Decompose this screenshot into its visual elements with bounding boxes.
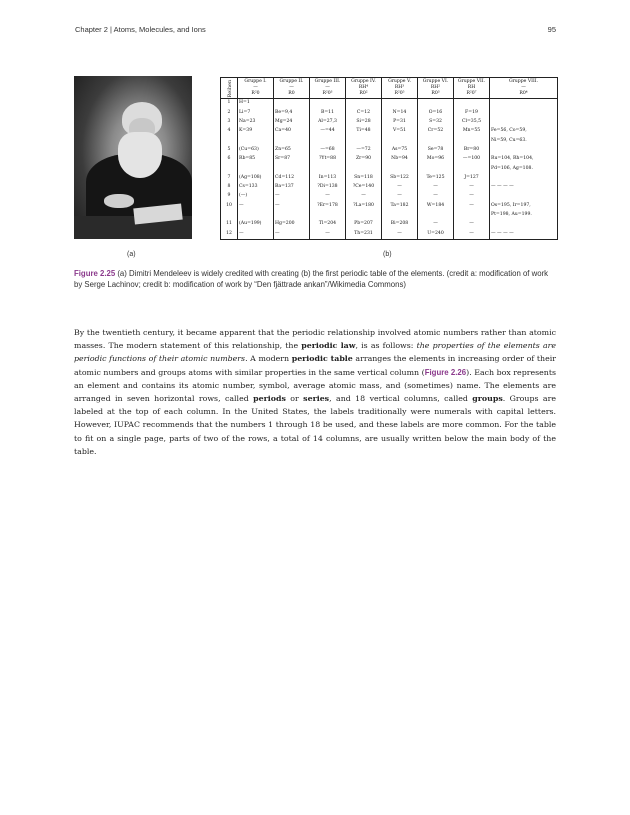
element-cell: Sn=118 — [346, 174, 382, 183]
element-cell: U=240 — [418, 229, 454, 239]
group-header-line: R0³ — [431, 91, 440, 96]
element-cell: J=127 — [454, 174, 490, 183]
element-cell: Os=195, Ir=197, — [490, 202, 558, 211]
group-header — [238, 78, 274, 99]
element-cell — [310, 136, 346, 145]
element-cell: As=75 — [382, 146, 418, 155]
element-cell: W=184 — [418, 202, 454, 211]
element-cell — [490, 108, 558, 117]
group-header-line: — — [325, 85, 330, 90]
sublabel-b: (b) — [383, 251, 392, 258]
element-cell: — — [454, 202, 490, 211]
element-cell: Pt=198, Au=199. — [490, 211, 558, 220]
element-cell: C=12 — [346, 108, 382, 117]
chapter-title: Chapter 2 | Atoms, Molecules, and Ions — [75, 25, 206, 34]
element-cell: —=44 — [310, 127, 346, 136]
body-text-run: . Groups are labeled at the top of each column. In the United States, the labels traditionally were numerals with capital letters. However, IUPAC recommends that the numbers 1 through 18 be used, and these labels are more common. For the table to fit on a single page, parts of two of the rows, a total of 14 columns, are usually written below the main body of the table. — [74, 394, 556, 456]
group-header-line: R0² — [359, 91, 368, 96]
element-cell: Nb=94 — [382, 155, 418, 164]
element-cell: —=72 — [346, 146, 382, 155]
element-cell: H=1 — [238, 99, 274, 109]
element-cell: Th=231 — [346, 229, 382, 239]
element-cell: N=14 — [382, 108, 418, 117]
group-header-line: R²0³ — [322, 91, 333, 96]
term-periodic-table: periodic table — [291, 354, 353, 364]
table-row — [221, 108, 558, 117]
figure-label: Figure 2.25 — [74, 269, 116, 278]
mendeleev-photo — [74, 76, 192, 239]
element-cell: — — [274, 192, 310, 201]
element-cell: ?La=180 — [346, 202, 382, 211]
element-cell — [490, 118, 558, 127]
element-cell: — — [454, 229, 490, 239]
element-cell — [346, 99, 382, 109]
sublabel-a: (a) — [127, 251, 136, 258]
element-cell — [382, 164, 418, 173]
body-text-run: ). Each box represents an element and contains its atomic number, symbol, average atomic mass, and (sometimes) name. The elements are arranged in seven horizontal rows, called — [74, 367, 557, 404]
table-row — [221, 164, 558, 173]
table-row — [221, 192, 558, 201]
element-cell: ?Ce=140 — [346, 183, 382, 192]
row-number: 6 — [221, 155, 238, 164]
element-cell — [418, 99, 454, 109]
row-number: 7 — [221, 174, 238, 183]
row-number: 1 — [221, 99, 238, 109]
element-cell: Sb=122 — [382, 174, 418, 183]
element-cell — [490, 220, 558, 229]
group-header — [454, 78, 490, 99]
group-header-line: Gruppe II. — [279, 79, 304, 84]
element-cell: Na=23 — [238, 118, 274, 127]
element-cell: S=32 — [418, 118, 454, 127]
group-header-line: R²0⁵ — [394, 91, 405, 96]
element-cell: — — [238, 229, 274, 239]
periodic-law-statement: the properties of the elements are periodic functions of their atomic numbers — [74, 341, 557, 364]
element-cell: — — [454, 183, 490, 192]
element-cell: Ru=104, Rh=104, — [490, 155, 558, 164]
element-cell: V=51 — [382, 127, 418, 136]
body-text-run: or — [285, 394, 304, 404]
element-cell: K=39 — [238, 127, 274, 136]
table-row — [221, 118, 558, 127]
row-number: 11 — [221, 220, 238, 229]
element-cell: Cl=35,5 — [454, 118, 490, 127]
group-header — [418, 78, 454, 99]
element-cell: Mg=24 — [274, 118, 310, 127]
element-cell: Si=28 — [346, 118, 382, 127]
element-cell: — — [454, 192, 490, 201]
element-cell — [238, 136, 274, 145]
element-cell: Te=125 — [418, 174, 454, 183]
element-cell: Mn=55 — [454, 127, 490, 136]
element-cell — [238, 211, 274, 220]
element-cell — [310, 164, 346, 173]
element-cell: Cd=112 — [274, 174, 310, 183]
row-number: 4 — [221, 127, 238, 136]
element-cell: — — [238, 202, 274, 211]
element-cell — [382, 211, 418, 220]
element-cell — [454, 99, 490, 109]
row-number: 2 — [221, 108, 238, 117]
group-header-line: — — [253, 85, 258, 90]
group-header-line: RH² — [430, 85, 441, 90]
element-cell: ?Di=138 — [310, 183, 346, 192]
element-cell: Al=27,3 — [310, 118, 346, 127]
element-cell: ?Er=178 — [310, 202, 346, 211]
table-row — [221, 202, 558, 211]
row-number: 12 — [221, 229, 238, 239]
group-header-line: R²0 — [251, 91, 260, 96]
group-header — [310, 78, 346, 99]
element-cell: Be=9,4 — [274, 108, 310, 117]
table-row — [221, 146, 558, 155]
element-cell: Ni=59, Cu=63. — [490, 136, 558, 145]
group-header-line: Gruppe VI. — [422, 79, 449, 84]
element-cell: Cr=52 — [418, 127, 454, 136]
group-header-line: RH — [467, 85, 476, 90]
element-cell: (Au=199) — [238, 220, 274, 229]
element-cell: —=68 — [310, 146, 346, 155]
row-number: 8 — [221, 183, 238, 192]
element-cell: Pb=207 — [346, 220, 382, 229]
element-cell — [418, 211, 454, 220]
group-header-line: — — [289, 85, 294, 90]
table-row — [221, 174, 558, 183]
element-cell — [454, 136, 490, 145]
element-cell: (—) — [238, 192, 274, 201]
element-cell — [274, 99, 310, 109]
figure-caption — [74, 269, 556, 291]
element-cell: ?Yt=88 — [310, 155, 346, 164]
row-number: 10 — [221, 202, 238, 211]
group-header — [274, 78, 310, 99]
element-cell: Sr=87 — [274, 155, 310, 164]
table-row — [221, 127, 558, 136]
table-row — [221, 155, 558, 164]
element-cell: — — [382, 229, 418, 239]
row-number: 5 — [221, 146, 238, 155]
element-cell — [418, 164, 454, 173]
element-cell: Rb=85 — [238, 155, 274, 164]
element-cell — [418, 136, 454, 145]
element-cell — [490, 146, 558, 155]
element-cell: — — [310, 192, 346, 201]
row-header — [221, 78, 238, 99]
group-header-line: R0 — [288, 91, 295, 96]
element-cell — [490, 174, 558, 183]
element-cell — [310, 99, 346, 109]
element-cell: — — [418, 183, 454, 192]
element-cell: Br=80 — [454, 146, 490, 155]
table-row — [221, 99, 558, 109]
group-header — [490, 78, 558, 99]
group-header-line: R0⁴ — [519, 91, 528, 96]
element-cell — [274, 164, 310, 173]
group-header-line: Gruppe III. — [314, 79, 341, 84]
element-cell — [382, 136, 418, 145]
group-header-line: RH⁴ — [358, 85, 369, 90]
row-number: 3 — [221, 118, 238, 127]
term-groups: groups — [472, 394, 503, 404]
body-text-run: arranges the elements in increasing order of their atomic numbers and groups atoms with similar properties in the same vertical column ( — [74, 354, 557, 377]
group-header — [382, 78, 418, 99]
element-cell: Li=7 — [238, 108, 274, 117]
element-cell: — — — — — [490, 183, 558, 192]
element-cell: —=100 — [454, 155, 490, 164]
term-periodic-law: periodic law — [301, 341, 356, 351]
row-number: 9 — [221, 192, 238, 201]
page-number: 95 — [547, 25, 556, 34]
row-number — [221, 164, 238, 173]
running-head — [75, 25, 556, 34]
group-header-line: Gruppe I. — [244, 79, 267, 84]
element-cell: F=19 — [454, 108, 490, 117]
element-cell: — — [346, 192, 382, 201]
term-series: series — [303, 394, 330, 404]
element-cell: In=113 — [310, 174, 346, 183]
element-cell: Pd=106, Ag=108. — [490, 164, 558, 173]
element-cell — [346, 136, 382, 145]
element-cell: Bi=208 — [382, 220, 418, 229]
element-cell — [382, 99, 418, 109]
element-cell: Zn=65 — [274, 146, 310, 155]
element-cell — [454, 164, 490, 173]
group-header-line: Gruppe IV. — [351, 79, 376, 84]
element-cell: — — [418, 220, 454, 229]
group-header-line: Gruppe V. — [388, 79, 411, 84]
element-cell: (Ag=108) — [238, 174, 274, 183]
element-cell — [274, 211, 310, 220]
element-cell: — — [274, 202, 310, 211]
element-cell: Ba=137 — [274, 183, 310, 192]
figure-link[interactable]: Figure 2.26 — [424, 367, 467, 377]
element-cell: Cs=133 — [238, 183, 274, 192]
group-header-line: R²0⁷ — [466, 91, 477, 96]
element-cell — [310, 211, 346, 220]
element-cell: Zr=90 — [346, 155, 382, 164]
row-number — [221, 136, 238, 145]
table-row — [221, 183, 558, 192]
body-paragraph — [74, 326, 556, 458]
table-row — [221, 220, 558, 229]
group-header-line: Gruppe VII. — [457, 79, 486, 84]
element-cell: Ca=40 — [274, 127, 310, 136]
table-row — [221, 229, 558, 239]
element-cell — [454, 211, 490, 220]
element-cell: P=31 — [382, 118, 418, 127]
mendeleev-periodic-table — [220, 77, 557, 240]
element-cell: (Cu=63) — [238, 146, 274, 155]
table-row — [221, 136, 558, 145]
element-cell: — — [382, 192, 418, 201]
body-text-run: , is as follows: — [355, 341, 417, 351]
group-header-line: Gruppe VIII. — [508, 79, 539, 84]
body-text-run: By the twentieth century, it became apparent that the periodic relationship involved atomic numbers rather than atomic masses. The modern statement of this relationship, the — [74, 328, 556, 351]
element-cell: B=11 — [310, 108, 346, 117]
element-cell: Hg=200 — [274, 220, 310, 229]
element-cell: Ta=182 — [382, 202, 418, 211]
element-cell: O=16 — [418, 108, 454, 117]
row-header-label: Reihen — [227, 79, 234, 98]
element-cell: Fe=56, Co=59, — [490, 127, 558, 136]
element-cell: Mo=96 — [418, 155, 454, 164]
element-cell: — — [382, 183, 418, 192]
element-cell: — — [418, 192, 454, 201]
element-cell — [238, 164, 274, 173]
periodic-table-grid — [220, 77, 558, 240]
row-number — [221, 211, 238, 220]
body-text-run: . A modern — [245, 354, 292, 364]
element-cell: — — — — — [490, 229, 558, 239]
element-cell — [490, 99, 558, 109]
element-cell: Tl=204 — [310, 220, 346, 229]
term-periods: periods — [253, 394, 286, 404]
element-cell — [490, 192, 558, 201]
table-row — [221, 211, 558, 220]
element-cell — [346, 211, 382, 220]
element-cell: — — [310, 229, 346, 239]
element-cell — [346, 164, 382, 173]
body-text-run: , and 18 vertical columns, called — [329, 394, 473, 404]
element-cell — [274, 136, 310, 145]
group-header-line: RH³ — [394, 85, 405, 90]
element-cell: Ti=48 — [346, 127, 382, 136]
element-cell: Se=78 — [418, 146, 454, 155]
group-header — [346, 78, 382, 99]
caption-text: (a) Dimitri Mendeleev is widely credited with creating (b) the first periodic table of the elements. (credit a: modification of work by Serge Lachinov; credit b: modification of work by “Den fjättrade ankan”/Wikimedia Commons) — [74, 269, 549, 289]
group-header-line: — — [521, 85, 526, 90]
element-cell: — — [274, 229, 310, 239]
element-cell: — — [454, 220, 490, 229]
